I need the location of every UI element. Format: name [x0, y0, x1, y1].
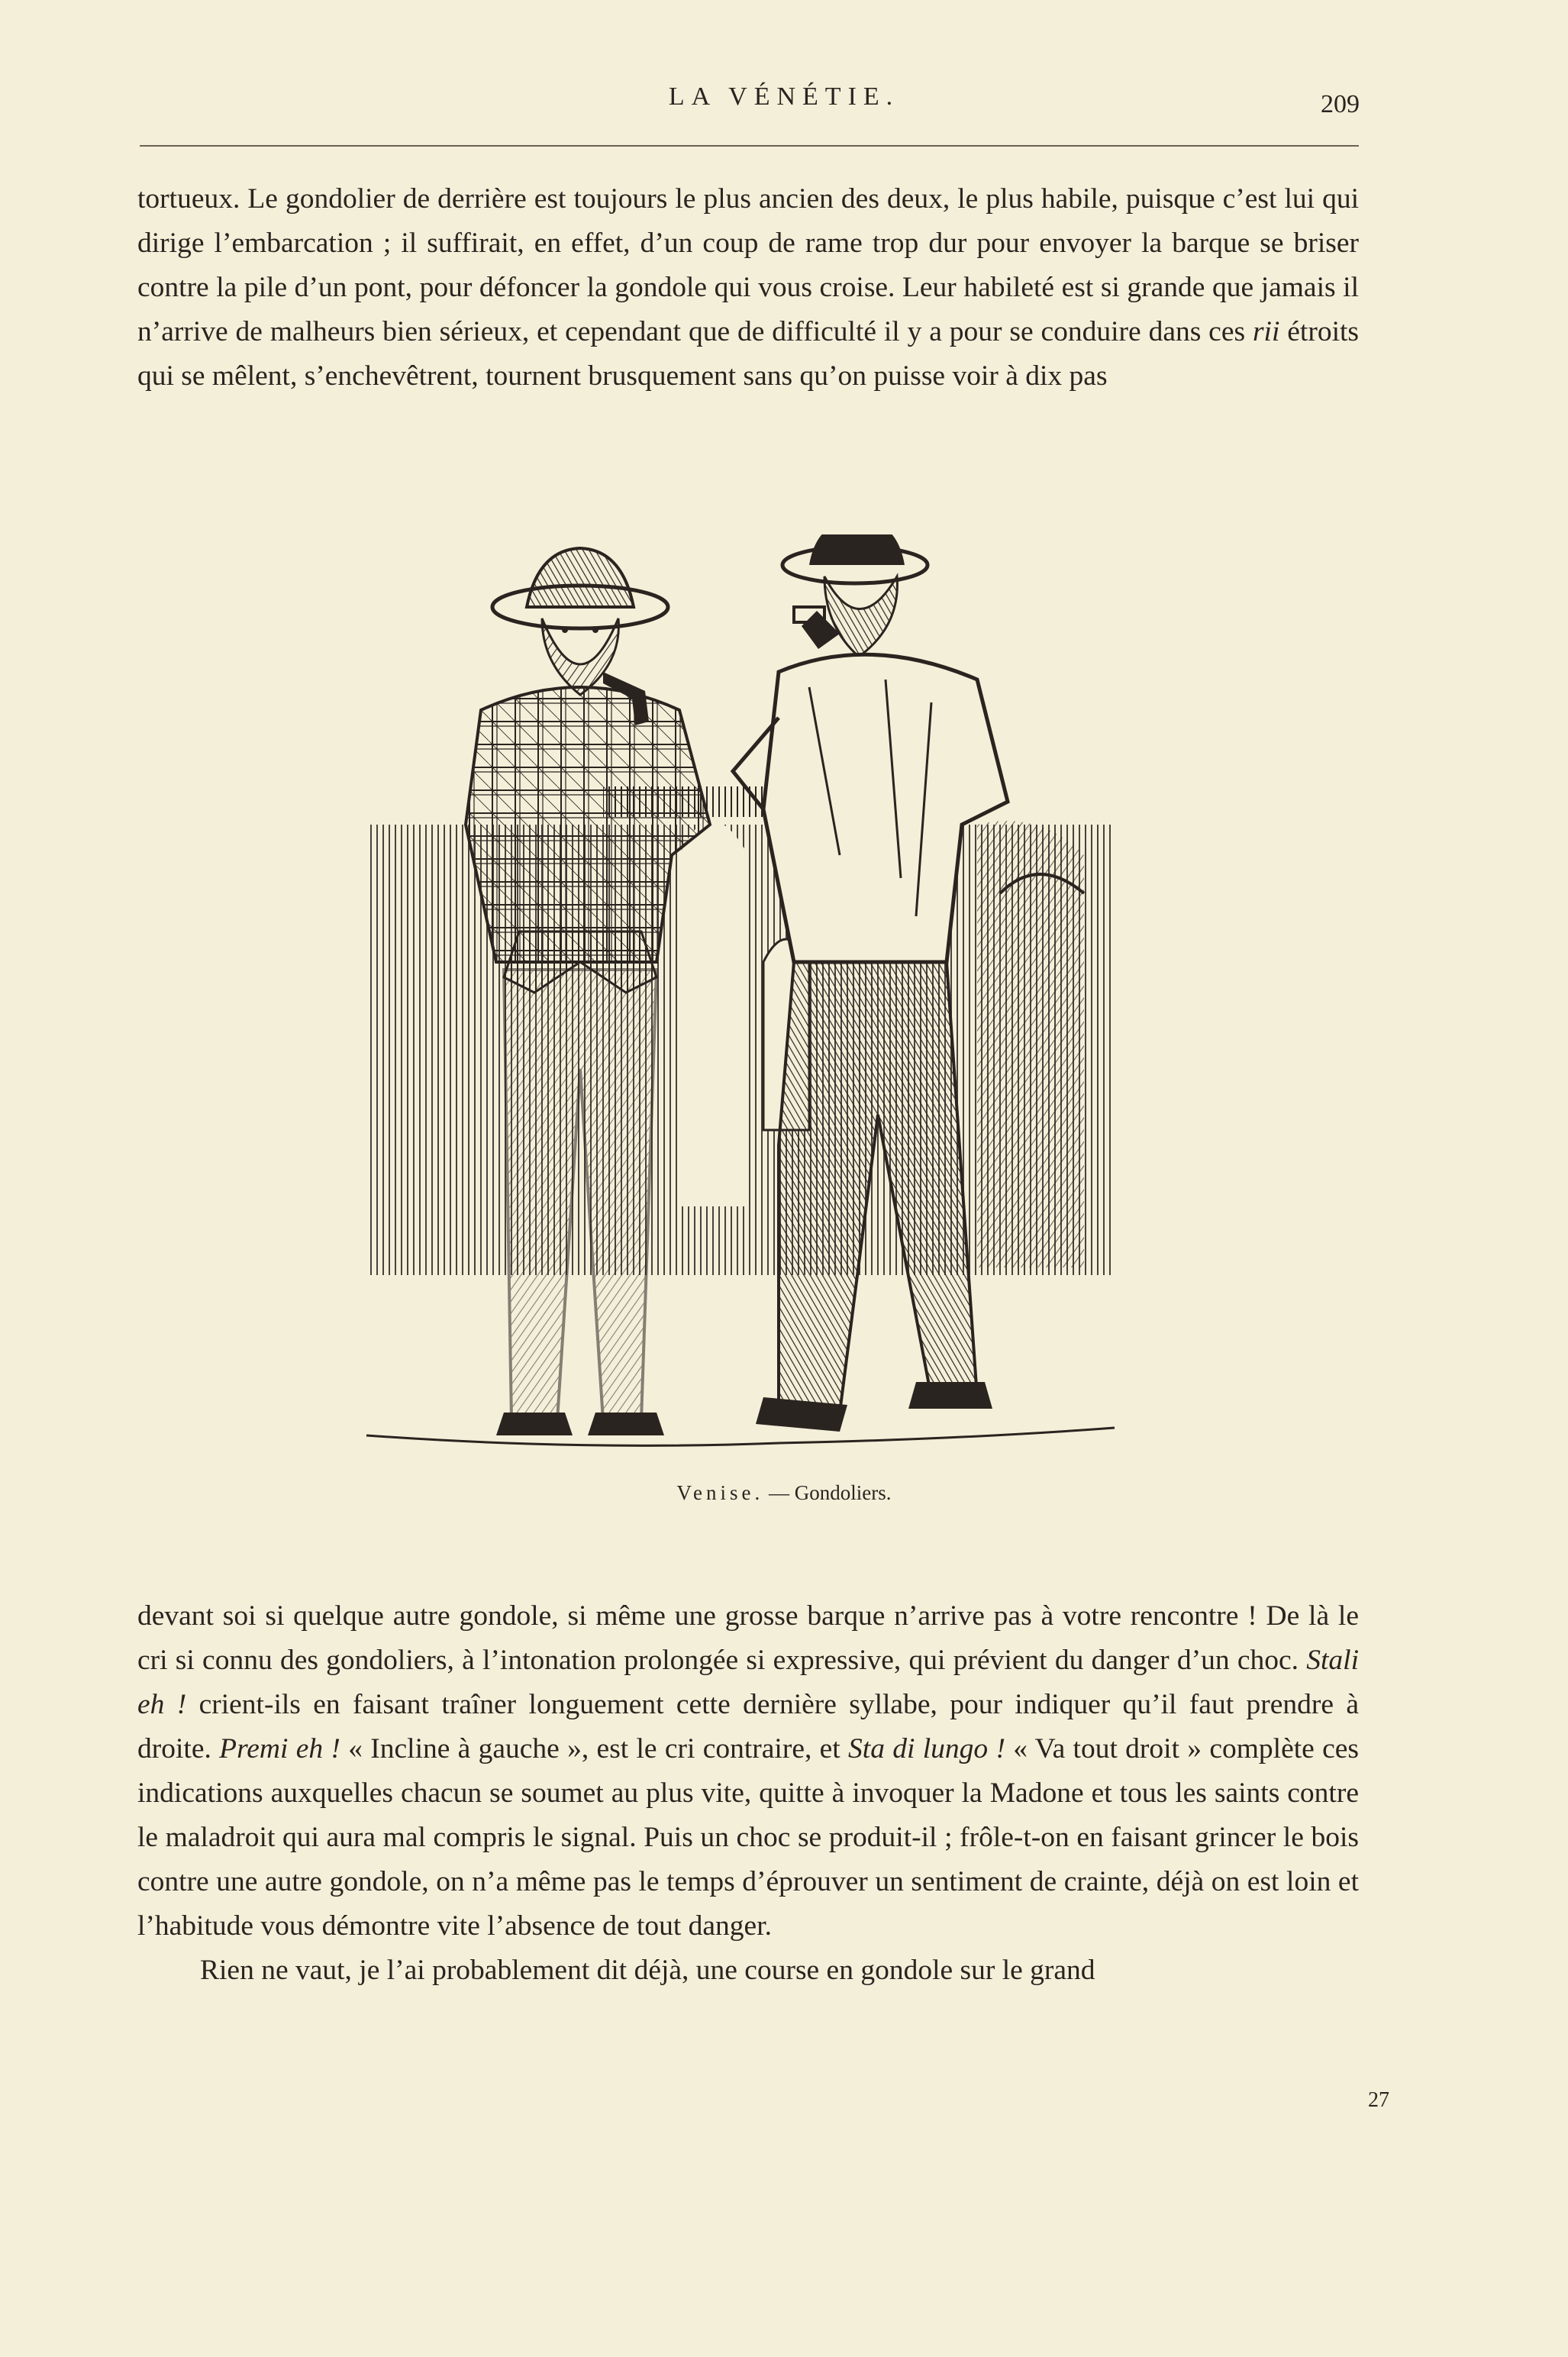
- figure-caption: [0, 1481, 1568, 1505]
- italic-run: Stali eh !: [137, 1645, 1359, 1720]
- running-head: LA VÉNÉTIE.: [668, 82, 900, 111]
- gondoliers-illustration-icon: [351, 534, 1160, 1466]
- text-run: étroits qui se mêlent, s’enchevêtrent, tournent brusquement sans qu’on puisse voir à dix pas: [137, 316, 1360, 392]
- page-number: 209: [1321, 90, 1360, 118]
- text-run: « Incline à gauche », est le cri contraire, et: [340, 1733, 849, 1765]
- caption-title: Gondoliers.: [794, 1481, 892, 1504]
- header-rule: [140, 145, 1359, 147]
- italic-run: Sta di lungo !: [848, 1733, 1005, 1765]
- text-block-bottom: [137, 1594, 1359, 1993]
- text-run: « Va tout droit » complète ces indications auxquelles chacun se soumet au plus vite, quitte à invoquer la Madone et tous les saints contre le maladroit qui aura mal compris le signal. Puis un choc se produit-il ; frôle-t-on en faisant grincer le bois contre une autre gondole, on n’a même pas le temps d’éprouver un sentiment de crainte, déjà on est loin et l’habitude vous démontre vite l’absence de tout danger.: [137, 1733, 1359, 1942]
- signature-mark: 27: [1368, 2088, 1389, 2112]
- italic-run: rii: [1252, 316, 1280, 347]
- paragraph: [137, 177, 1359, 399]
- text-run: tortueux. Le gondolier de derrière est toujours le plus ancien des deux, le plus habile, puisque c’est lui qui dirige l’embarcation ; il suffirait, en effet, d’un coup de rame trop dur pour envoyer la barque se briser contre la pile d’un pont, pour défoncer la gondole qui vous croise. Leur habileté est si grande que jamais il n’arrive de malheurs bien sérieux, et cependant que de difficulté il y a pour se conduire dans ces: [137, 183, 1359, 347]
- text-block-top: [137, 177, 1359, 399]
- paragraph: [137, 1594, 1359, 1949]
- caption-separator: —: [763, 1481, 795, 1504]
- text-run: crient-ils en faisant traîner longuement cette dernière syllabe, pour indiquer qu’il faut prendre à droite.: [137, 1689, 1359, 1765]
- paragraph: Rien ne vaut, je l’ai probablement dit déjà, une course en gondole sur le grand: [200, 1955, 1095, 1986]
- caption-place: Venise.: [676, 1481, 764, 1504]
- text-run: devant soi si quelque autre gondole, si même une grosse barque n’arrive pas à votre rencontre ! De là le cri si connu des gondoliers, à l’intonation prolongée si expressive, qui prévient du danger d’un choc.: [137, 1600, 1359, 1676]
- italic-run: Premi eh !: [219, 1733, 340, 1765]
